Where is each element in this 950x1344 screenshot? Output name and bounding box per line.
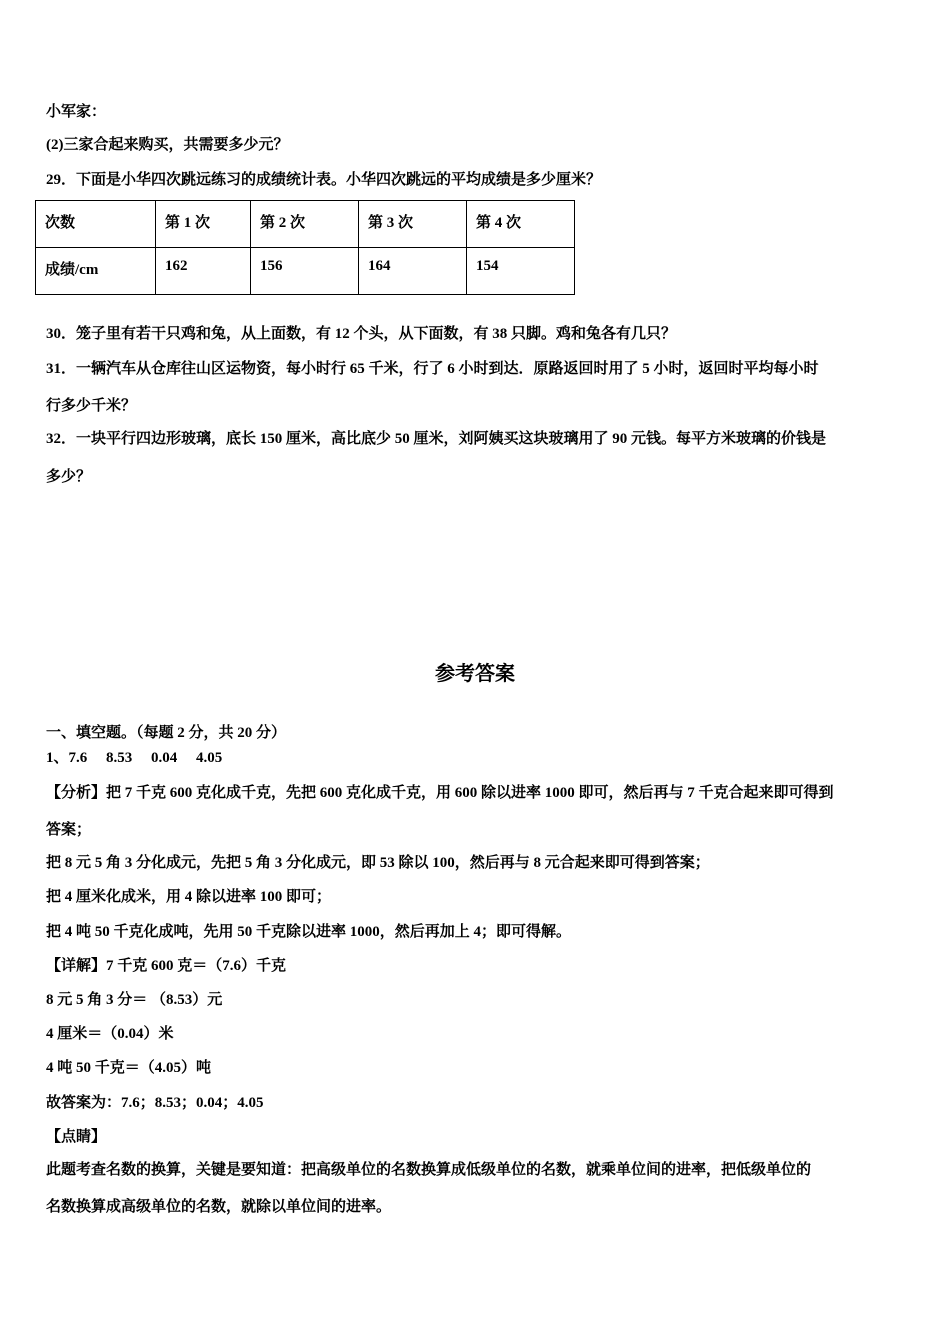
table-cell: 164 [359, 248, 467, 295]
comment-line1: 此题考查名数的换算，关键是要知道：把高级单位的名数换算成低级单位的名数，就乘单位间的进率，把低级单位的 [46, 1162, 812, 1178]
conclusion: 故答案为：7.6；8.53；0.04；4.05 [46, 1095, 264, 1111]
q32-line2: 多少？ [46, 469, 92, 485]
table-cell: 成绩/cm [36, 248, 156, 295]
table-cell: 第 2 次 [251, 201, 359, 248]
table-cell: 第 3 次 [359, 201, 467, 248]
table-cell: 156 [251, 248, 359, 295]
q32-line1: 32．一块平行四边形玻璃，底长 150 厘米，高比底少 50 厘米，刘阿姨买这块玻璃用了 90 元钱。每平方米玻璃的价钱是 [46, 431, 827, 447]
table-cell: 次数 [36, 201, 156, 248]
detail-line3: 4 厘米＝（0.04）米 [46, 1026, 174, 1042]
analysis-line4: 把 4 厘米化成米，用 4 除以进率 100 即可； [46, 889, 332, 905]
q31-line1: 31．一辆汽车从仓库往山区运物资，每小时行 65 千米，行了 6 小时到达．原路返回时用了 5 小时，返回时平均每小时 [46, 361, 819, 377]
table-cell: 154 [467, 248, 575, 295]
analysis-line3: 把 8 元 5 角 3 分化成元，先把 5 角 3 分化成元，即 53 除以 100，然后再与 8 元合起来即可得到答案； [46, 855, 710, 871]
answer-1: 1、7.6 8.53 0.04 4.05 [46, 750, 223, 766]
detail-line2: 8 元 5 角 3 分＝ （8.53）元 [46, 992, 223, 1008]
score-table [35, 200, 575, 295]
analysis-line2: 答案； [46, 822, 92, 838]
table-row [36, 201, 575, 248]
section-heading: 一、填空题。（每题 2 分，共 20 分） [46, 725, 287, 741]
table-row [36, 248, 575, 295]
q31-line2: 行多少千米？ [46, 398, 137, 414]
analysis-line1: 【分析】把 7 千克 600 克化成千克，先把 600 克化成千克，用 600 除以进率 1000 即可，然后再与 7 千克合起来即可得到 [46, 785, 834, 801]
detail-line4: 4 吨 50 千克＝（4.05）吨 [46, 1060, 212, 1076]
analysis-line5: 把 4 吨 50 千克化成吨，先用 50 千克除以进率 1000，然后再加上 4；即可得解。 [46, 924, 572, 940]
comment-line2: 名数换算成高级单位的名数，就除以单位间的进率。 [46, 1199, 392, 1215]
q29-text: 29．下面是小华四次跳远练习的成绩统计表。小华四次跳远的平均成绩是多少厘米？ [46, 172, 602, 188]
detail-line1: 【详解】7 千克 600 克＝（7.6）千克 [46, 958, 287, 974]
table-cell: 162 [156, 248, 251, 295]
q30-text: 30．笼子里有若干只鸡和兔，从上面数，有 12 个头，从下面数，有 38 只脚。鸡和兔各有几只？ [46, 326, 677, 342]
q28-part2: (2)三家合起来购买，共需要多少元？ [46, 137, 289, 153]
answers-title: 参考答案 [435, 661, 515, 685]
q28-family-label: 小军家： [46, 104, 107, 120]
table-cell: 第 4 次 [467, 201, 575, 248]
table-cell: 第 1 次 [156, 201, 251, 248]
comment-label: 【点睛】 [46, 1129, 107, 1145]
